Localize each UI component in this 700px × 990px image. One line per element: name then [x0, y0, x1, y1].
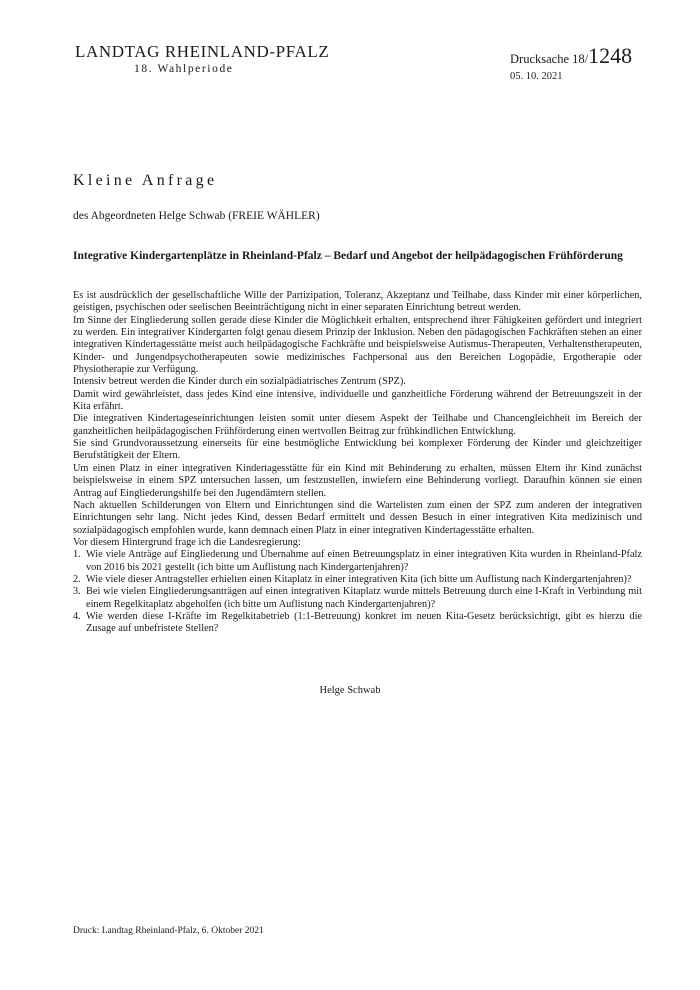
question-item	[73, 549, 642, 574]
question-item	[73, 611, 642, 636]
question-text: Bei wie vielen Eingliederungsanträgen auf einen integrativen Kitaplatz wurde mittels Betreuung durch eine I-Kraft in Verbindung mit einem Regelkitaplatz abgeholfen (ich bitte um Auflistung nach Kindergartenjahren)?	[86, 586, 642, 610]
paragraph: Sie sind Grundvoraussetzung einerseits für eine bestmögliche Entwicklung bei komplexer Förderung der Kinder und gleichzeitiger Berufstätigkeit der Eltern.	[73, 438, 642, 462]
parliament-header	[75, 43, 329, 75]
signature: Helge Schwab	[319, 685, 381, 696]
question-number: 4.	[73, 610, 81, 622]
paragraph: Intensiv betreut werden die Kinder durch ein sozialpädiatrisches Zentrum (SPZ).	[73, 376, 406, 388]
question-item	[73, 574, 642, 586]
paragraph: Die integrativen Kindertageseinrichtungen leisten somit unter diesem Aspekt der Teilhabe und Chancengleichheit im Bereich der ganzheitlichen heilpädagogischen Frühförderung einen wertvollen Beitrag zur frühkindlichen Entwicklung.	[73, 413, 642, 437]
question-text: Wie werden diese I-Kräfte im Regelkitabetrieb (1:1-Betreuung) konkret im neuen Kita-Gesetz berücksichtigt, gibt es hierzu die Zusage auf unbefristete Stellen?	[86, 610, 642, 635]
question-number: 2.	[73, 573, 81, 585]
question-list	[73, 549, 642, 635]
print-footer: Druck: Landtag Rheinland-Pfalz, 6. Oktober 2021	[73, 926, 264, 936]
question-text: Wie viele dieser Antragsteller erhielten einen Kitaplatz in einer integrativen Kita (ich bitte um Auflistung nach Kindergartenjahren)?	[86, 573, 632, 585]
question-intro: Vor diesem Hintergrund frage ich die Landesregierung:	[73, 536, 301, 548]
drucksache-line	[510, 45, 632, 67]
question-text: Wie viele Anträge auf Eingliederung und Übernahme auf einen Betreuungsplatz in einer integrativen Kita wurden in Rheinland-Pfalz von 2016 bis 2021 gestellt (ich bitte um Auflistung nach Kindergartenjahren)?	[86, 549, 642, 573]
drucksache-number: 1248	[588, 43, 633, 68]
drucksache-date: 05. 10. 2021	[510, 71, 563, 82]
drucksache-block	[510, 45, 632, 82]
body-text	[73, 290, 642, 636]
legislative-period: 18. Wahlperiode	[134, 63, 234, 75]
paragraph: Nach aktuellen Schilderungen von Eltern und Einrichtungen sind die Wartelisten zum einen der SPZ zum anderen der integrativen Einrichtungen sehr lang. Nicht jedes Kind, dessen Bedarf ermittelt und dessen Besuch in einer integrativen Kita medizinisch und sozialpädagogisch empfohlen wurde, kann demnach einen Platz in einer integrativen Kindertagesstätte erhalten.	[73, 499, 642, 536]
document-type: Kleine Anfrage	[73, 172, 218, 189]
paragraph: Damit wird gewährleistet, dass jedes Kind eine intensive, individuelle und ganzheitliche Förderung während der Betreuungszeit in der Kita erfährt.	[73, 388, 642, 413]
author-line: des Abgeordneten Helge Schwab (FREIE WÄHLER)	[73, 210, 320, 222]
parliament-name: LANDTAG RHEINLAND-PFALZ	[75, 42, 330, 61]
paragraph: Um einen Platz in einer integrativen Kindertagesstätte für ein Kind mit Behinderung zu erhalten, müssen Eltern ihr Kind zunächst beispielsweise in einem SPZ untersuchen lassen, um festzustellen, inwiefern eine Behinderung vorliegt. Daraufhin können sie einen Antrag auf Eingliederungshilfe bei den Jugendämtern stellen.	[73, 462, 642, 499]
question-number: 1.	[73, 549, 81, 561]
question-number: 3.	[73, 586, 81, 598]
paragraph: Es ist ausdrücklich der gesellschaftliche Wille der Partizipation, Toleranz, Akzeptanz und Teilhabe, dass Kinder mit einer körperlichen, geistigen, psychischen oder seelischen Beeinträchtigung nicht in einer separaten Einrichtung betreut werden.	[73, 290, 642, 314]
drucksache-prefix: Drucksache 18/	[510, 52, 589, 66]
subject-heading: Integrative Kindergartenplätze in Rheinland-Pfalz – Bedarf und Angebot der heilpädagogischen Frühförderung	[73, 250, 623, 262]
paragraph: Im Sinne der Eingliederung sollen gerade diese Kinder die Möglichkeit erhalten, entsprechend ihrer Fähigkeiten gefördert und integriert zu werden. Ein integrativer Kindergarten folgt genau diesem Prinzip der Inklusion. Neben den pädagogischen Fachkräften stehen an einer integrativen Kindertagesstätte meist auch heilpädagogische Fachkräfte und beispielsweise Autismus-Therapeuten, Verhaltenstherapeuten, Kinder- und Jungendpsychotherapeuten sowie medizinisches Fachpersonal aus den Bereichen Logopädie, Ergotherapie oder Physiotherapie zur Verfügung.	[73, 314, 642, 376]
question-item	[73, 586, 642, 611]
